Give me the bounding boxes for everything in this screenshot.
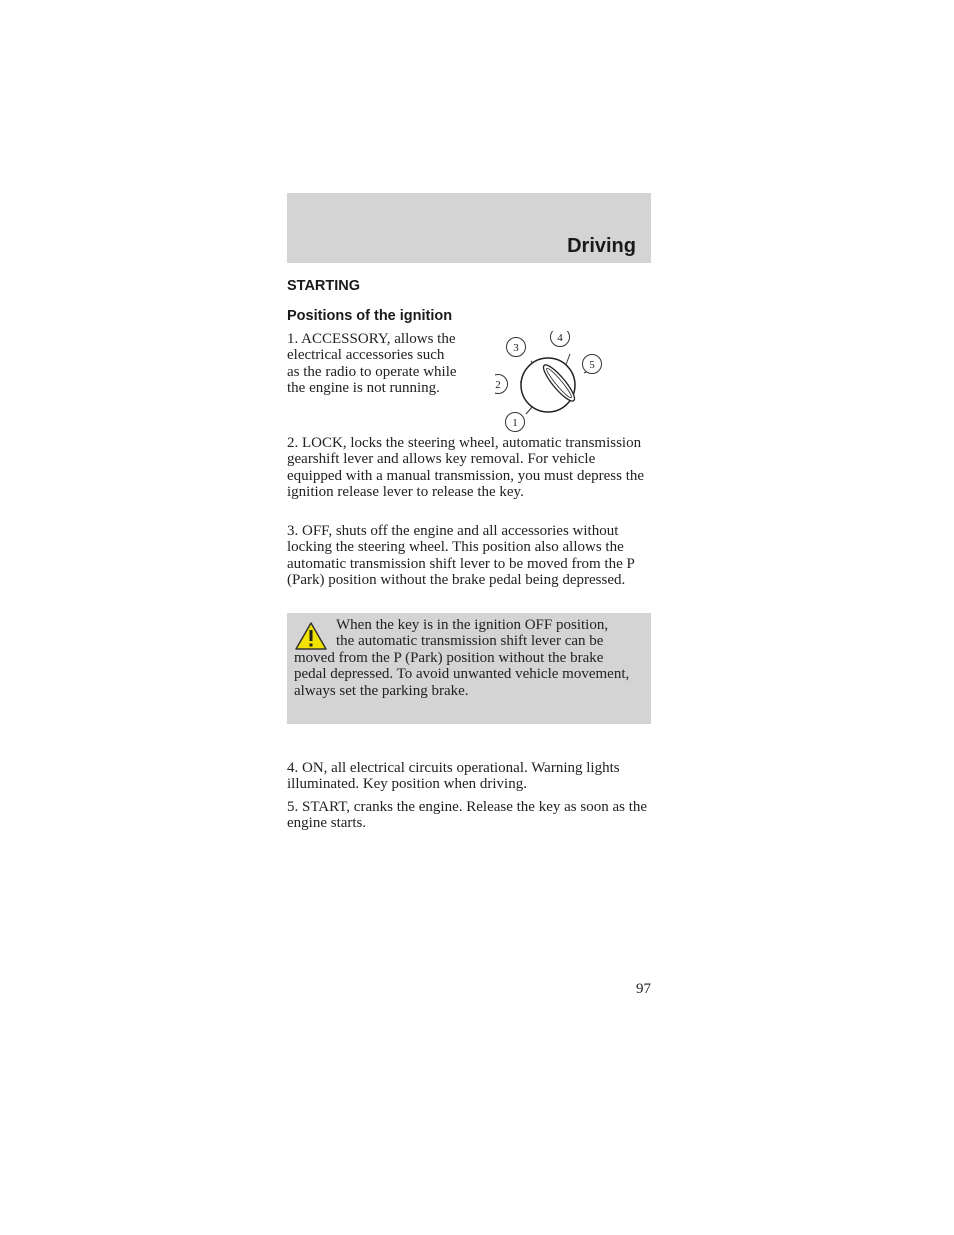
subsection-title: Positions of the ignition [287,308,453,324]
warning-box [287,613,651,724]
diagram-label-3: 3 [513,342,519,354]
ignition-position-lock: 2. LOCK, locks the steering wheel, automatic transmission gearshift lever and allows key removal. For vehicle equipped with a manual transmission, you must depress the ignition release lever to release the key. [287,435,645,500]
warning-text-block [294,617,630,699]
diagram-label-1: 1 [512,417,518,429]
warning-text: When the key is in the ignition OFF position, the automatic transmission shift lever can be moved from the P (Park) position without the brake pedal depressed. To avoid unwanted vehicle movement, always set the parking brake. [294,617,630,699]
ignition-position-on: 4. ON, all electrical circuits operational. Warning lights illuminated. Key position when driving. [287,760,620,793]
page-header-title: Driving [567,235,636,257]
diagram-label-2: 2 [495,379,501,391]
ignition-position-off: 3. OFF, shuts off the engine and all accessories without locking the steering wheel. This position also allows the automatic transmission shift lever to be moved from the P (Park) position without the brake pedal being depressed. [287,523,635,588]
page-number: 97 [636,981,651,997]
header-band [287,193,651,263]
diagram-label-5: 5 [589,359,595,371]
ignition-diagram [495,331,625,443]
ignition-position-accessory: 1. ACCESSORY, allows the electrical accessories such as the radio to operate while the engine is not running. [287,331,457,396]
ignition-position-start: 5. START, cranks the engine. Release the key as soon as the engine starts. [287,799,648,832]
section-title: STARTING [287,278,361,294]
diagram-label-4: 4 [557,332,563,344]
